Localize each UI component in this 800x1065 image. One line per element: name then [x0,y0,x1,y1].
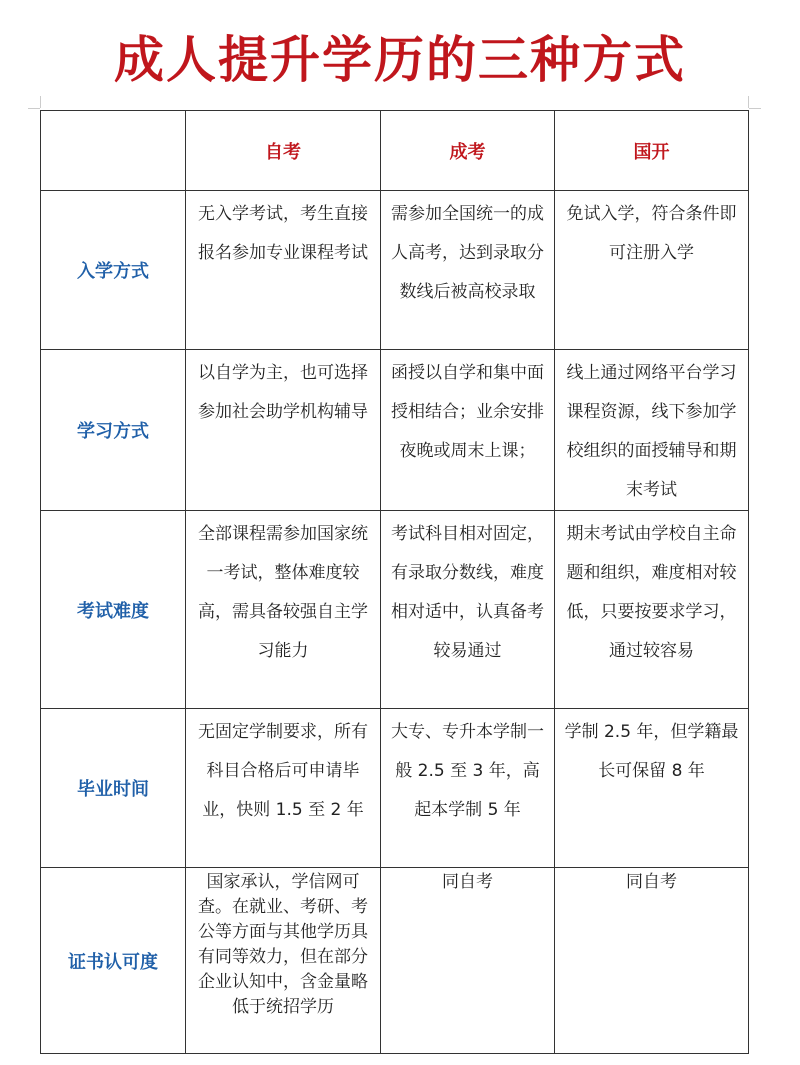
table-cell: 学制 2.5 年，但学籍最长可保留 8 年 [555,709,749,868]
comparison-table [40,110,749,1054]
table-row [41,350,749,511]
row-label: 学习方式 [41,350,186,511]
table-row [41,868,749,1054]
table-cell: 全部课程需参加国家统一考试，整体难度较高，需具备较强自主学习能力 [186,511,381,709]
corner-mark-left-h [28,108,40,109]
table-row [41,191,749,350]
table-cell: 线上通过网络平台学习课程资源，线下参加学校组织的面授辅导和期末考试 [555,350,749,511]
table-cell: 考试科目相对固定，有录取分数线，难度相对适中，认真备考较易通过 [381,511,555,709]
column-header-guokai: 国开 [555,111,749,191]
table-row [41,709,749,868]
table-cell: 期末考试由学校自主命题和组织，难度相对较低，只要按要求学习，通过较容易 [555,511,749,709]
header-row [41,111,749,191]
table-cell: 以自学为主，也可选择参加社会助学机构辅导 [186,350,381,511]
table-cell: 免试入学，符合条件即可注册入学 [555,191,749,350]
table-cell: 无固定学制要求，所有科目合格后可申请毕业，快则 1.5 至 2 年 [186,709,381,868]
row-label: 证书认可度 [41,868,186,1054]
column-header-chengkao: 成考 [381,111,555,191]
column-header-zikao: 自考 [186,111,381,191]
corner-mark-right-h [749,108,761,109]
table-cell: 大专、专升本学制一般 2.5 至 3 年，高起本学制 5 年 [381,709,555,868]
table-cell: 无入学考试，考生直接报名参加专业课程考试 [186,191,381,350]
table-cell: 国家承认，学信网可查。在就业、考研、考公等方面与其他学历具有同等效力，但在部分企业认知中，含金量略低于统招学历 [186,868,381,1054]
table-cell: 同自考 [381,868,555,1054]
table-cell: 需参加全国统一的成人高考，达到录取分数线后被高校录取 [381,191,555,350]
page-title: 成人提升学历的三种方式 [114,31,686,89]
corner-mark-left [40,96,41,108]
table-row [41,511,749,709]
corner-cell [41,111,186,191]
row-label: 毕业时间 [41,709,186,868]
table-cell: 函授以自学和集中面授相结合；业余安排夜晚或周末上课； [381,350,555,511]
corner-mark-right [748,96,749,108]
row-label: 入学方式 [41,191,186,350]
table-cell: 同自考 [555,868,749,1054]
row-label: 考试难度 [41,511,186,709]
